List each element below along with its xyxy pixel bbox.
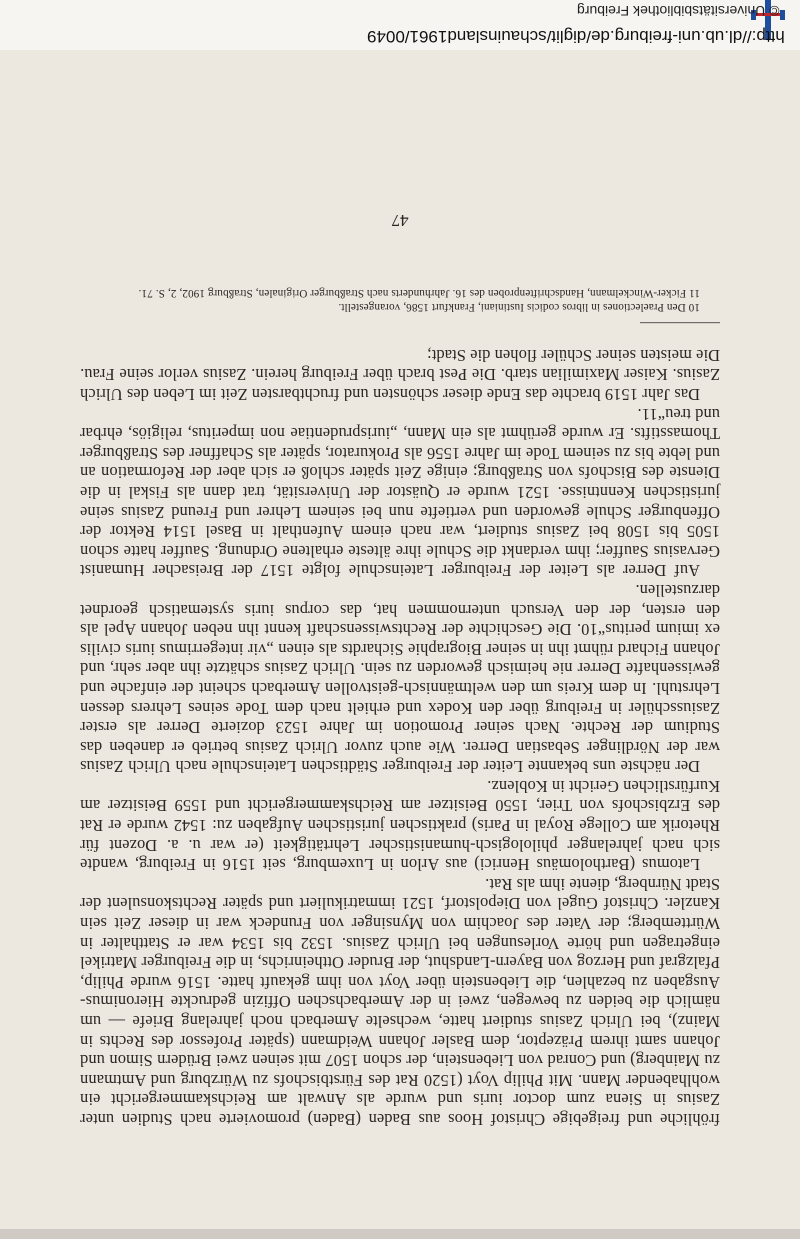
bottom-edge [0, 1229, 800, 1239]
page-number: 47 [391, 211, 409, 231]
paragraph: Das Jahr 1519 brachte das Ende dieser schönsten und fruchtbarsten Zeit im Leben des Ulrich Zasius. Kaiser Maximilian starb. Die Pest brach über Freiburg herein. Zasius verlor seine Frau. Die meisten seiner Schüler flohen die Stadt; [80, 346, 720, 405]
paragraph: Der nächste uns bekannte Leiter der Freiburger Städtischen Lateinschule nach Ulrich Zasius war der Nördlinger Sebastian Derrer. Wie auch zuvor Ulrich Zasius betrieb er daneben das Studium der Rechte. Nach seiner Promotion im Jahre 1523 dozierte Derrer als erster Zasiusschüler in Freiburg über den Kodex und erhielt nach dem Tode seines Lehrers dessen Lehrstuhl. In dem Kreis um den weltmännisch-geistvollen Amerbach scheint der einfache und gewissenhafte Derrer nie heimisch geworden zu sein. Ulrich Zasius schätzte ihn aber sehr, und Johann Fichard rühmt ihn in seiner Biographie Sichardts als einen „vir integerrimus iuris civilis ex imium peritus“10. Die Geschichte der Rechtswissenschaft kennt ihn neben Johann Apel als den ersten, der den Versuch unternommen hat, das corpus iuris systematisch geordnet darzustellen. [80, 581, 720, 777]
library-credit: © Universitätsbibliothek Freiburg [577, 3, 780, 19]
footnote: 11 Ficker-Winckelmann, Handschriftenproben des 16. Jahrhunderts nach Straßburger Originalen, Straßburg 1902, 2, S. 71. [138, 287, 700, 300]
paragraph: Latomus (Bartholomäus Henrici) aus Arlon in Luxemburg, seit 1516 in Freiburg, wandte sich nach jahrelanger philologisch-humanistischer Lehrtätigkeit (er war u. a. Dozent für Rhetorik am College Royal in Paris) praktischen juristischen Aufgaben zu: 1542 wurde er Rat des Erzbischofs von Trier, 1550 Beisitzer am Reichskammergericht und 1559 Beisitzer am Kurfürstlichen Gericht in Koblenz. [80, 777, 720, 875]
paragraph: fröhliche und freigebige Christof Hoos aus Baden (Baden) promovierte nach Studien unter Zasius in Siena zum doctor iuris und wurde als Anwalt am Reichskammergericht ein wohlhabender Mann. Mit Philip Voyt (1520 Rat des Fürstbischofs zu Würzburg und Amtmann zu Mainberg) und Conrad von Liebenstein, der schon 1507 mit seinen zwei Brüdern Simon und Johann samt ihrem Präzeptor, dem Basler Johann Weidmann (später Professor des Rechts in Mainz), bei Ulrich Zasius studiert hatte, wechselte Amerbach noch jahrelang Briefe — um nämlich die beiden zu bewegen, zwei in der Amerbachschen Offizin gedruckte Hieronimus-Ausgaben zu bezahlen, die Liebenstein über Voyt von ihm gekauft hatte. 1516 wurde Philip, Pfalzgraf und Herzog von Bayern-Landshut, der Bruder Ottheinrichs, in die Freiburger Matrikel eingetragen und hörte Vorlesungen bei Ulrich Zasius. 1532 bis 1534 war er Statthalter in Württemberg; der Vater des Joachim von Mynsinger von Frundeck war in dieser Zeit sein Kanzler. Christof Gugel von Diepolstorf, 1521 immatrikuliert und später Rechtskonsulent der Stadt Nürnberg, diente ihm als Rat. [80, 875, 720, 1130]
footnote-divider [640, 322, 720, 323]
scanned-page [0, 50, 800, 1229]
paragraph: Auf Derrer als Leiter der Freiburger Lateinschule folgte 1517 der Breisacher Humanist Gervasius Sauffer; ihm verdankt die Schule ihre älteste erhaltene Ordnung. Sauffer hatte schon 1505 bis 1508 bei Zasius studiert, war nach einem Aufenthalt in Basel 1514 Rektor der Offenburger Schule geworden und vertiefte nun bei seinem Lehrer und Freund Zasius seine juristischen Kenntnisse. 1521 wurde er Quästor der Universität, trat dann als Fiskal in die Dienste des Bischofs von Straßburg; einige Zeit später schloß er sich aber der Reformation an und lebte bis zu seinem Tode im Jahre 1556 als Prokurator, später als Schaffner des Straßburger Thomasstifts. Er wurde gerühmt als ein Mann, „iurisprudentiae non imperitus, religiös, ehrbar und treu“11. [80, 404, 720, 581]
source-url[interactable]: http://dl.ub.uni-freiburg.de/diglit/schauinsland1961/0049 [367, 27, 785, 46]
header-bar [0, 0, 800, 51]
page-content-rotated [80, 211, 720, 1129]
footnote: 10 Den Praelectiones in libros codicis Iustiniani, Frankfurt 1586, vorangestellt. [338, 301, 700, 314]
